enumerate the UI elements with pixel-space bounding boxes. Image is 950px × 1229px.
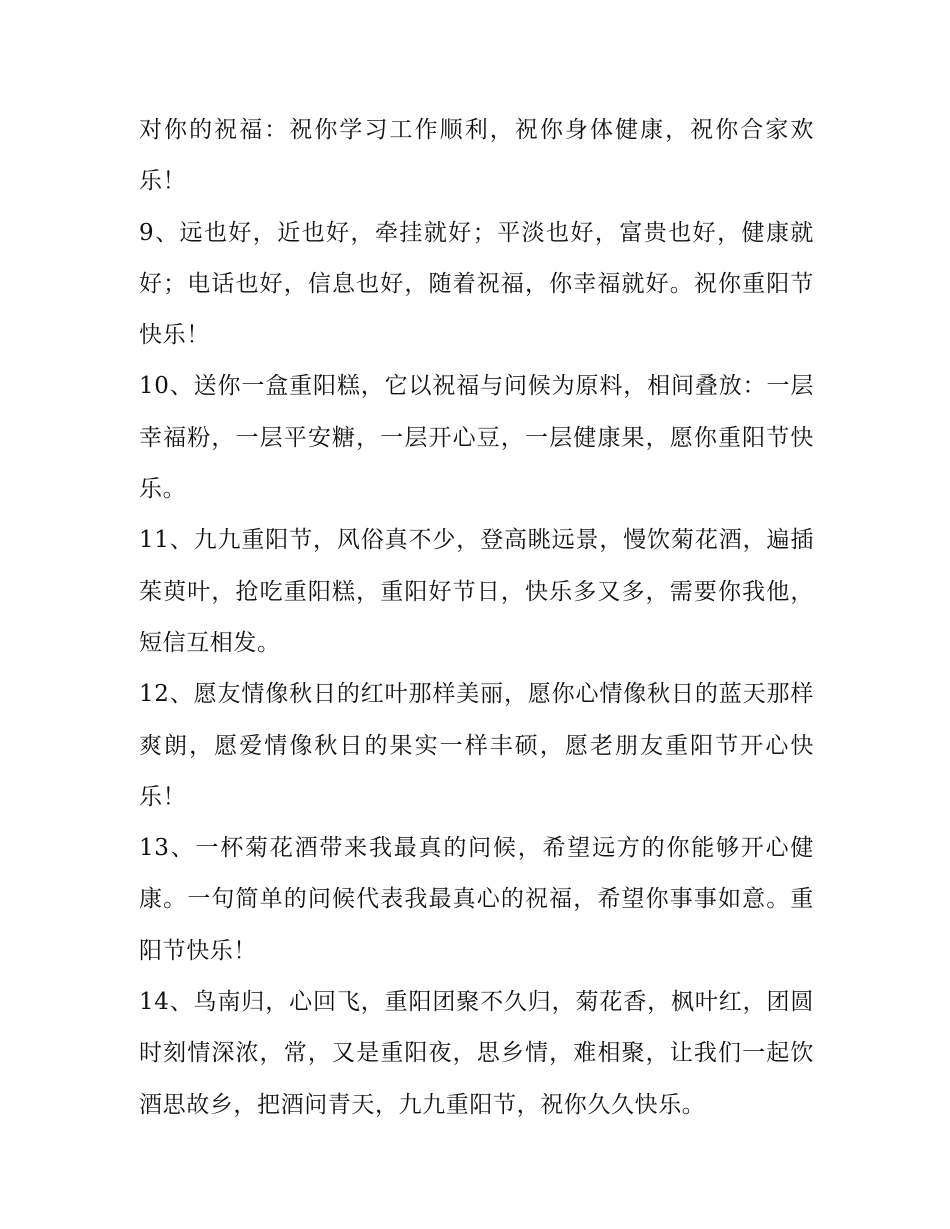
paragraph-item-12: 12、愿友情像秋日的红叶那样美丽，愿你心情像秋日的蓝天那样爽朗，愿爱情像秋日的果实一样丰硕，愿老朋友重阳节开心快乐！ [139,681,814,810]
paragraph-item-10: 10、送你一盒重阳糕，它以祝福与问候为原料，相间叠放：一层幸福粉，一层平安糖，一层开心豆，一层健康果，愿你重阳节快乐。 [139,373,814,503]
document-body [139,105,814,1131]
paragraph-item-11: 11、九九重阳节，风俗真不少，登高眺远景，慢饮菊花酒，遍插茱萸叶，抢吃重阳糕，重阳好节日，快乐多又多，需要你我他，短信互相发。 [139,527,814,656]
paragraph-item-13: 13、一杯菊花酒带来我最真的问候，希望远方的你能够开心健康。一句简单的问候代表我最真心的祝福，希望你事事如意。重阳节快乐！ [139,835,814,964]
paragraph-item-14: 14、鸟南归，心回飞，重阳团聚不久归，菊花香，枫叶红，团圆时刻情深浓，常，又是重阳夜，思乡情，难相聚，让我们一起饮酒思故乡，把酒问青天，九九重阳节，祝你久久快乐。 [139,989,814,1118]
paragraph-item-9: 9、远也好，近也好，牵挂就好；平淡也好，富贵也好，健康就好；电话也好，信息也好，随着祝福，你幸福就好。祝你重阳节快乐！ [139,219,814,349]
paragraph-continuation: 对你的祝福：祝你学习工作顺利，祝你身体健康，祝你合家欢乐！ [139,117,814,195]
